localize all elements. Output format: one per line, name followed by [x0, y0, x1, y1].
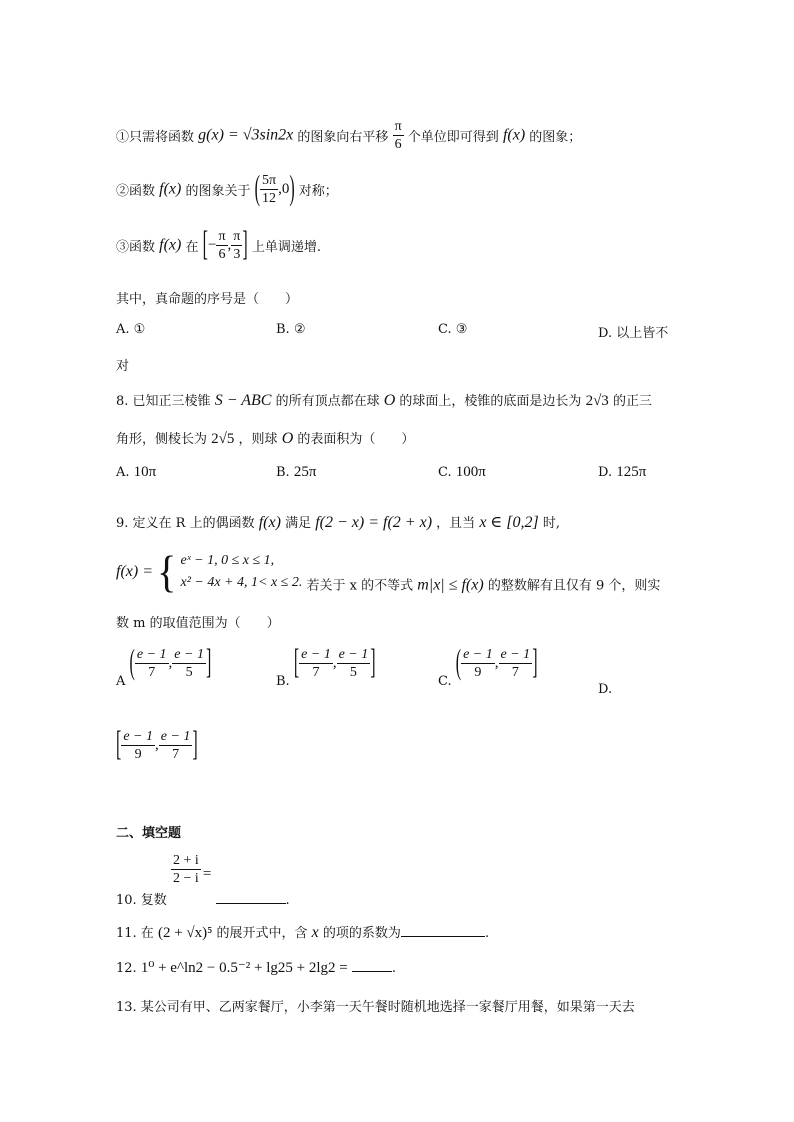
- q7-s3-a-den: 6: [218, 247, 226, 262]
- q7-s2-right-paren: ): [289, 169, 295, 208]
- q8-option-d: D. 125π: [598, 464, 647, 480]
- q7-option-a: A. ①: [116, 322, 146, 337]
- q7-s3-fx: f(x): [159, 236, 182, 254]
- q8-middle: 的所有顶点都在球: [275, 394, 380, 409]
- q11-blank[interactable]: [401, 924, 485, 937]
- q7-option-d-cont: 对: [116, 359, 130, 374]
- q7-s2-tail: ,0: [278, 181, 290, 197]
- q9-c-frac1: [461, 646, 495, 681]
- q12-prefix: 12.: [116, 961, 137, 976]
- q7-s1-frac-num: π: [394, 119, 402, 134]
- q12-period: .: [391, 961, 397, 976]
- q9-b-comma: ,: [332, 655, 337, 671]
- q9-c-open: (: [455, 643, 462, 682]
- q7-option-d: D. 以上皆不: [598, 326, 669, 341]
- q11-x: x: [311, 924, 319, 941]
- q9-b-num2: e − 1: [338, 647, 369, 662]
- q9-b-den2: 5: [349, 665, 357, 680]
- q9-piecewise-cases: [180, 550, 302, 594]
- section-fill-in-title: 二、填空题: [116, 826, 182, 841]
- q9-piecewise-brace: {: [157, 546, 177, 597]
- q9-option-b-label: B.: [276, 674, 290, 689]
- q9-option-a-label: A: [116, 674, 126, 689]
- q9-inequality: m|x| ≤ f(x): [417, 576, 484, 594]
- q7-s1-suffix: 的图象；: [529, 130, 582, 145]
- q9-b-num1: e − 1: [301, 647, 331, 662]
- q10-den: 2 − i: [172, 871, 199, 886]
- q8-suffix: 的正三: [612, 394, 652, 409]
- q11-middle: 的展开式中，含: [216, 926, 308, 941]
- q9-line2-suffix: 的整数解有且仅有 9 个，则实: [487, 578, 661, 594]
- q9-symmetry-equation: f(2 − x) = f(2 + x): [315, 514, 433, 531]
- q8-line2-middle: ，则球: [238, 432, 278, 447]
- q7-s3-a-num: π: [218, 229, 226, 244]
- q8-line-1: [116, 390, 652, 410]
- q7-s1-frac-den: 6: [394, 137, 402, 152]
- q8-option-c: C. 100π: [438, 464, 486, 480]
- q10-fraction: [171, 852, 201, 887]
- q9-d-num2: e − 1: [160, 729, 191, 744]
- q9-suffix: 时,: [542, 516, 561, 531]
- q8-lateral-length: 2√5: [211, 431, 235, 447]
- q9-option-c: [438, 643, 538, 696]
- q9-option-b: [276, 643, 376, 696]
- q11-period: .: [484, 926, 490, 941]
- q7-option-b: B. ②: [276, 322, 306, 337]
- q11-middle2: 的项的系数为: [322, 926, 401, 941]
- q8-side-length: 2√3: [585, 393, 609, 409]
- q9-b-open: [: [293, 643, 300, 682]
- q9-option-d: [116, 725, 198, 778]
- q9-c-frac2: [499, 646, 533, 681]
- q9-c-num2: e − 1: [500, 647, 531, 662]
- q9-fx: f(x): [258, 514, 281, 531]
- q7-s3-suffix: 上单调递增.: [251, 240, 321, 255]
- q9-d-close: ]: [192, 725, 198, 764]
- q9-a-frac2: [172, 646, 206, 681]
- q9-a-den1: 7: [148, 665, 156, 680]
- q7-s2-prefix: ②函数: [116, 184, 156, 199]
- q10-equals: =: [202, 866, 212, 882]
- q8-line2-prefix: 角形，侧棱长为: [116, 432, 208, 447]
- q9-piecewise-lhs: f(x) =: [116, 563, 153, 580]
- q7-statement-2: [116, 169, 338, 216]
- q9-d-comma: ,: [155, 737, 159, 753]
- q8-middle2: 的球面上，棱锥的底面是边长为: [399, 394, 582, 409]
- q7-s2-frac-num: 5π: [261, 173, 277, 188]
- q8-line2-suffix: 的表面积为（ ）: [297, 432, 415, 447]
- q9-b-close: ]: [370, 643, 376, 682]
- q7-s3-right-bracket: ]: [242, 225, 248, 264]
- q9-a-open: (: [129, 643, 135, 682]
- q8-option-d-value: 125π: [616, 464, 647, 480]
- q9-b-frac1: [299, 646, 333, 681]
- q9-c-comma: ,: [494, 655, 499, 671]
- q7-s3-prefix: ③函数: [116, 240, 156, 255]
- q9-piece-2: x² − 4x + 4, 1< x ≤ 2.: [180, 575, 303, 590]
- q7-s3-minus: −: [207, 237, 217, 253]
- q9-c-close: ]: [532, 643, 538, 682]
- q9-d-den1: 9: [134, 747, 142, 762]
- q7-s3-comma: ,: [227, 237, 232, 253]
- q9-c-den1: 9: [474, 665, 482, 680]
- q7-s1-fx: f(x): [502, 126, 526, 144]
- q12: [116, 958, 396, 977]
- q9-d-frac1: [121, 728, 155, 763]
- q9-d-den2: 7: [172, 747, 180, 762]
- q7-s3-middle: 在: [185, 240, 199, 255]
- q8-option-c-value: 100π: [455, 464, 486, 480]
- q7-s2-middle: 的图象关于: [185, 184, 251, 199]
- q9-d-open: [: [116, 725, 122, 764]
- q9-prefix: 9. 定义在 R 上的偶函数: [116, 516, 255, 531]
- q7-s1-middle2: 个单位即可得到: [407, 130, 499, 145]
- q8-option-b-value: 25π: [293, 464, 317, 480]
- q8-option-a-value: 10π: [133, 464, 157, 480]
- q9-b-den1: 7: [312, 665, 320, 680]
- q10: [116, 852, 290, 908]
- q7-question: 其中，真命题的序号是（ ）: [116, 292, 299, 307]
- q9-option-a: [116, 643, 212, 696]
- q9-option-c-label: C.: [438, 674, 452, 689]
- q7-s1-fraction: [393, 118, 404, 153]
- q9-a-comma: ,: [168, 655, 173, 671]
- q9-line-1: [116, 512, 560, 532]
- q9-middle2: ，且当: [436, 516, 476, 531]
- q9-a-frac1: [135, 646, 169, 681]
- q7-s1-middle: 的图象向右平移: [297, 130, 389, 145]
- q9-inequality-intro: 若关于 x 的不等式: [306, 578, 414, 594]
- q9-middle: 满足: [285, 516, 312, 531]
- q8-option-a: A. 10π: [116, 464, 157, 480]
- q7-statement-1: [116, 118, 581, 158]
- q11-prefix: 11. 在: [116, 926, 154, 941]
- q12-expression: 1⁰ + e^ln2 − 0.5⁻² + lg25 + 2lg2 =: [140, 960, 348, 976]
- q7-s1-function: g(x) = √3sin2x: [198, 126, 294, 144]
- q7-s2-left-paren: (: [254, 169, 260, 208]
- q9-c-num1: e − 1: [463, 647, 493, 662]
- q10-period: .: [285, 893, 290, 908]
- q9-a-num2: e − 1: [174, 647, 204, 662]
- q7-s3-b-num: π: [233, 229, 241, 244]
- q8-sphere-o: O: [383, 392, 396, 409]
- q7-s3-frac-a: [216, 228, 227, 263]
- q10-prefix: 10. 复数: [116, 893, 167, 908]
- q13: 13. 某公司有甲、乙两家餐厅，小李第一天午餐时随机地选择一家餐厅用餐，如果第一天去: [116, 1000, 635, 1015]
- q9-c-den2: 7: [511, 665, 519, 680]
- q11: [116, 922, 489, 942]
- q7-s2-frac-den: 12: [262, 191, 277, 206]
- q9-option-d-label: D.: [598, 682, 613, 697]
- q9-piece-1: eˣ − 1, 0 ≤ x ≤ 1,: [180, 553, 275, 568]
- q9-b-frac2: [337, 646, 371, 681]
- q8-line-2: [116, 428, 414, 448]
- q7-option-c: C. ③: [438, 322, 468, 337]
- q7-s3-b-den: 3: [233, 247, 241, 262]
- q7-s1-prefix: ①只需将函数: [116, 130, 195, 145]
- q9-a-close: ]: [205, 643, 212, 682]
- q9-line-2: [116, 546, 661, 598]
- q7-s3-frac-b: [231, 228, 242, 263]
- q10-blank[interactable]: [216, 891, 286, 904]
- q7-s2-suffix: 对称；: [298, 184, 338, 199]
- q8-sphere-o-2: O: [281, 430, 294, 447]
- q9-d-num1: e − 1: [123, 729, 153, 744]
- q9-a-num1: e − 1: [136, 647, 167, 662]
- q7-statement-3: [116, 225, 321, 272]
- q8-pyramid: S − ABC: [214, 392, 272, 409]
- q10-num: 2 + i: [172, 853, 199, 868]
- q9-line-3: 数 m 的取值范围为（ ）: [116, 616, 280, 631]
- q7-s2-fx: f(x): [159, 180, 182, 198]
- q7-s2-fraction: [260, 172, 278, 207]
- q12-blank[interactable]: [352, 959, 392, 972]
- q7-s3-left-bracket: [: [202, 225, 208, 264]
- q9-condition: x ∈ [0,2]: [479, 514, 539, 531]
- q8-prefix: 8. 已知正三棱锥: [116, 394, 211, 409]
- q9-d-frac2: [159, 728, 193, 763]
- q11-expression: (2 + √x)⁵: [157, 925, 213, 941]
- q8-option-b: B. 25π: [276, 464, 317, 480]
- q9-a-den2: 5: [185, 665, 193, 680]
